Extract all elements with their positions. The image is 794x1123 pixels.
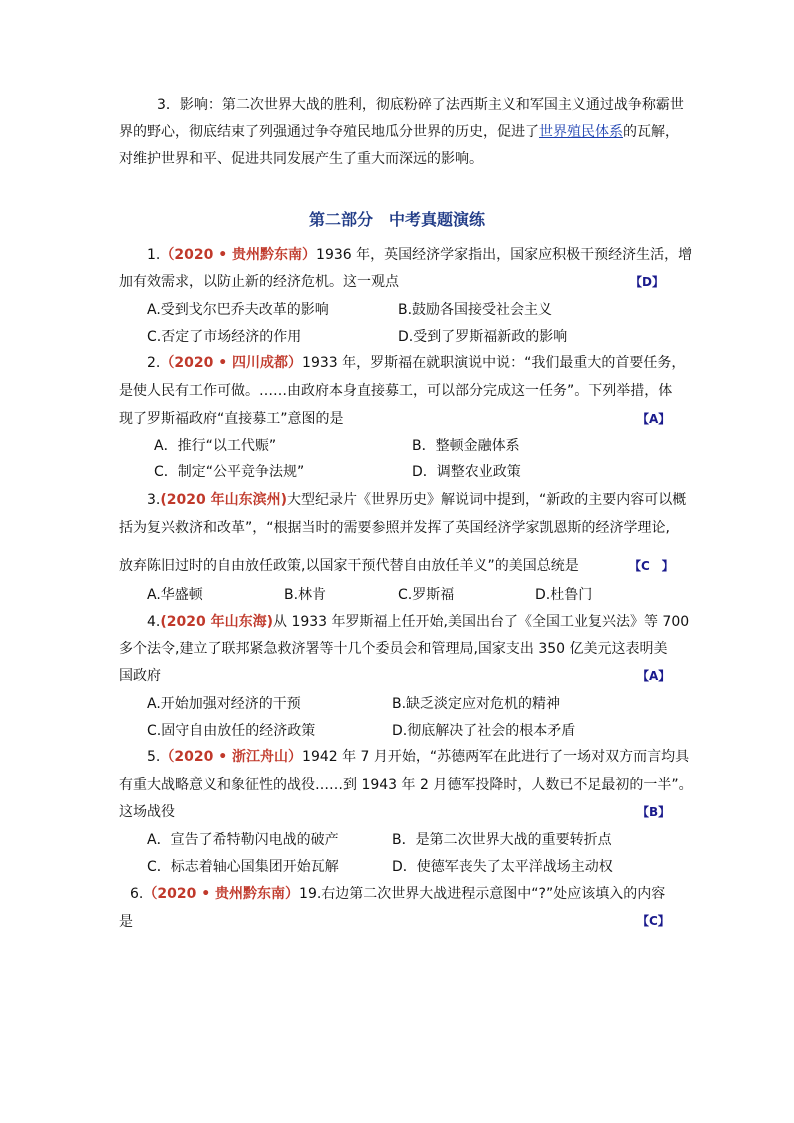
q4-option-c: C.固守自由放任的经济政策 bbox=[147, 723, 316, 739]
q1-option-d: D.受到了罗斯福新政的影响 bbox=[398, 329, 568, 345]
q5-text-1: 1942 年 7 月开始，“苏德两军在此进行了一场对双方而言均具 bbox=[302, 749, 690, 765]
q3-option-d: D.杜鲁门 bbox=[535, 587, 593, 603]
q4-answer: 【A】 bbox=[637, 669, 671, 683]
q3-option-a: A.华盛顿 bbox=[147, 587, 203, 603]
q4-line-3: 国政府 bbox=[119, 668, 161, 684]
world-colonial-system-link[interactable]: 世界殖民体系 bbox=[539, 124, 623, 140]
intro-line-2-text-a: 界的野心，彻底结束了列强通过争夺殖民地瓜分世界的历史，促进了 bbox=[119, 124, 539, 140]
q4-option-a: A.开始加强对经济的干预 bbox=[147, 696, 301, 712]
q6-number: 6. bbox=[130, 886, 144, 902]
q1-option-a: A.受到戈尔巴乔夫改革的影响 bbox=[147, 302, 329, 318]
q1-source: （2020 • 贵州黔东南） bbox=[160, 247, 317, 263]
q3-option-b: B.林肯 bbox=[284, 587, 327, 603]
q2-option-a: A．推行“以工代赈” bbox=[154, 438, 277, 454]
q5-option-d: D．使德军丧失了太平洋战场主动权 bbox=[392, 859, 613, 875]
q5-option-a: A．宣告了希特勒闪电战的破产 bbox=[147, 832, 339, 848]
q5-option-b: B．是第二次世界大战的重要转折点 bbox=[392, 832, 612, 848]
q1-number: 1. bbox=[147, 247, 161, 263]
q2-text-1: 1933 年，罗斯福在就职演说中说：“我们最重大的首要任务， bbox=[302, 355, 686, 371]
q4-option-d: D.彻底解决了社会的根本矛盾 bbox=[392, 723, 576, 739]
intro-line-2 bbox=[119, 122, 679, 142]
q2-option-c: C．制定“公平竞争法规” bbox=[154, 464, 305, 480]
q6-answer: 【C】 bbox=[637, 914, 670, 928]
q3-answer: 【C 】 bbox=[629, 559, 674, 573]
q6-line-1 bbox=[130, 884, 665, 904]
q5-option-c: C．标志着轴心国集团开始瓦解 bbox=[147, 859, 339, 875]
q5-answer: 【B】 bbox=[637, 805, 671, 819]
q3-line-1 bbox=[147, 490, 686, 510]
q1-answer: 【D】 bbox=[630, 275, 664, 289]
q3-number: 3. bbox=[147, 492, 161, 508]
q4-line-1 bbox=[147, 612, 689, 632]
q3-option-c: C.罗斯福 bbox=[398, 587, 455, 603]
q4-option-b: B.缺乏淡定应对危机的精神 bbox=[392, 696, 561, 712]
q5-line-3: 这场战役 bbox=[119, 804, 175, 820]
q3-text-1: 大型纪录片《世界历史》解说词中提到，“新政的主要内容可以概 bbox=[287, 492, 687, 508]
q6-line-2: 是 bbox=[119, 914, 133, 930]
q5-line-1 bbox=[147, 747, 689, 767]
q5-source: （2020 • 浙江舟山） bbox=[160, 749, 303, 765]
q3-line-2: 括为复兴救济和改革”，“根据当时的需要参照并发挥了英国经济学家凯恩斯的经济学理论, bbox=[119, 520, 670, 536]
intro-line-2-text-b: 的瓦解， bbox=[623, 124, 679, 140]
q6-source: （2020 • 贵州黔东南） bbox=[143, 886, 300, 902]
q1-option-b: B.鼓励各国接受社会主义 bbox=[398, 302, 553, 318]
intro-line-3: 对维护世界和平、促进共同发展产生了重大而深远的影响。 bbox=[119, 151, 483, 167]
q3-source: (2020 年山东滨州) bbox=[160, 492, 287, 508]
q2-answer: 【A】 bbox=[637, 412, 671, 426]
q1-line-2: 加有效需求，以防止新的经济危机。这一观点 bbox=[119, 274, 399, 290]
q4-source: (2020 年山东海) bbox=[160, 614, 273, 630]
q2-option-b: B．整顿金融体系 bbox=[412, 438, 520, 454]
q1-line-1 bbox=[147, 245, 692, 265]
q2-line-3: 现了罗斯福政府“直接募工”意图的是 bbox=[119, 411, 344, 427]
q1-option-c: C.否定了市场经济的作用 bbox=[147, 329, 302, 345]
q2-line-1 bbox=[147, 353, 685, 373]
intro-line-1: 3．影响：第二次世界大战的胜利，彻底粉碎了法西斯主义和军国主义通过战争称霸世 bbox=[157, 97, 684, 113]
q3-line-3: 放弃陈旧过时的自由放任政策,以国家干预代替自由放任羊义”的美国总统是 bbox=[119, 558, 579, 574]
q2-number: 2. bbox=[147, 355, 161, 371]
q1-text-1: 1936 年，英国经济学家指出，国家应积极干预经济生活，增 bbox=[316, 247, 693, 263]
q4-number: 4. bbox=[147, 614, 161, 630]
q5-line-2: 有重大战略意义和象征性的战役……到 1943 年 2 月德军投降时，人数已不足最初的一半”。 bbox=[119, 777, 693, 793]
q2-option-d: D．调整农业政策 bbox=[412, 464, 521, 480]
q4-text-1: 从 1933 年罗斯福上任开始,美国出台了《全国工业复兴法》等 700 bbox=[273, 614, 690, 630]
q4-line-2: 多个法令,建立了联邦紧急救济署等十几个委员会和管理局,国家支出 350 亿美元这表明美 bbox=[119, 641, 668, 657]
q6-text-1: 19.右边第二次世界大战进程示意图中“?”处应该填入的内容 bbox=[299, 886, 666, 902]
q2-source: （2020 • 四川成都） bbox=[160, 355, 303, 371]
section-title: 第二部分 中考真题演练 bbox=[308, 210, 485, 229]
q5-number: 5. bbox=[147, 749, 161, 765]
q2-line-2: 是使人民有工作可做。……由政府本身直接募工，可以部分完成这一任务”。下列举措，体 bbox=[119, 383, 673, 399]
